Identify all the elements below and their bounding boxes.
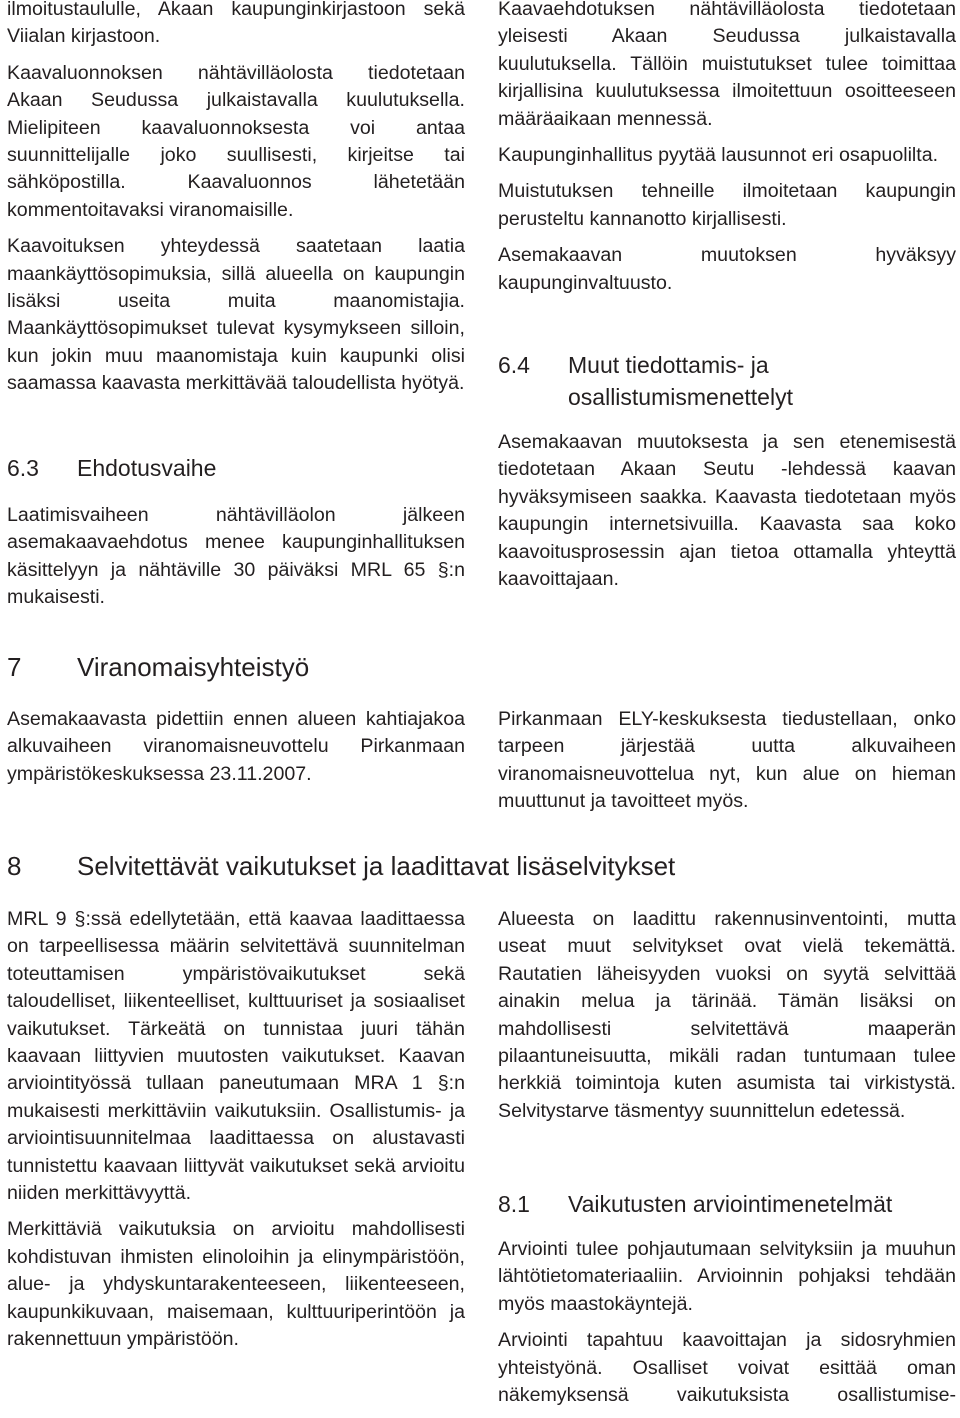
heading-title: Viranomaisyhteistyö: [77, 652, 310, 682]
heading-title-line-1: Muut tiedottamis- ja: [568, 352, 769, 378]
left-column-top: [7, 0, 465, 407]
paragraph-proposal-notice: Kaavaehdotuksen nähtävilläolosta tiedotetaan yleisesti Akaan Seudussa julkaistavalla kuulutuksella. Tällöin muistutukset tulee toimittaa kirjallisina kuulutuksessa ilmoitettuun osoitteeseen määräaikaan mennessä.: [498, 0, 956, 130]
heading-title: Vaikutusten arviointimenetelmät: [568, 1191, 893, 1217]
section-7-right: [498, 706, 956, 825]
paragraph-assessment-basis: Arviointi tulee pohjautumaan selvityksiin ja muuhun lähtötietomateriaaliin. Arvioinnin pohjaksi tehdään myös maastokäyntejä.: [498, 1238, 956, 1315]
right-column-top: [498, 0, 956, 306]
heading-number: 8: [7, 851, 22, 881]
paragraph-draft-notice: Kaavaluonnoksen nähtävilläolosta tiedotetaan Akaan Seudussa julkaistavalla kuulutuksella. Mielipiteen kaavaluonnoksesta voi antaa suunnittelijalle joko suullisesti, kirjeitse tai sähköpostilla. Kaavaluonnos lähetetään kommentoitavaksi viranomaisille.: [7, 61, 465, 221]
section-6-4-body: [498, 429, 956, 602]
paragraph-surveys: Alueesta on laadittu rakennusinventointi, mutta useat muut selvitykset ovat vielä tekemättä. Rautatien läheisyyden vuoksi on syytä selvittää ainakin melua ja tärinää. Tämän lisäksi on mahdollisesti selvitettävä maaperän pilaantuneisuutta, mikäli radan tuntumaan tulee herkkiä toimintoja kuten asumista tai virkistystä. Selvitystarve täsmentyy suunnittelun edetessä.: [498, 908, 956, 1122]
paragraph-statements: Kaupunginhallitus pyytää lausunnot eri osapuolilta.: [498, 144, 939, 167]
heading-number: 7: [7, 652, 22, 682]
section-8-1-body: [498, 1236, 956, 1418]
heading-title: Selvitettävät vaikutukset ja laadittavat lisäselvitykset: [77, 851, 676, 881]
paragraph-mrl-requirements: MRL 9 §:ssä edellytetään, että kaavaa laadittaessa on tarpeellisessa määrin selvitettävä suunnitelman toteuttamisen ympäristövaikutukset sekä taloudelliset, liikenteelliset, kulttuuriset ja sosiaaliset vaikutukset. Tärkeätä on tunnistaa juuri tähän kaavaan liittyvien muutosten vaikutukset. Kaavan arviointityössä tullaan paneutumaan MRA 1 §:n mukaisesti merkittäviin vaikutuksiin. Osallistumis- ja arviointisuunnitelmaa laadittaessa on alustavasti tunnistettu kaavaan liittyvät vaikutukset sekä arvioitu niiden merkittävyyttä.: [7, 908, 465, 1205]
heading-8: [7, 850, 947, 884]
paragraph-assessment-cooperation: Arviointi tapahtuu kaavoittajan ja sidosryhmien yhteistyönä. Osalliset voivat esittää oman näkemyksensä vaikutuksista osallistumise-: [498, 1329, 956, 1407]
paragraph-reminders: Muistutuksen tehneille ilmoitetaan kaupungin perusteltu kannanotto kirjallisesti.: [498, 180, 956, 230]
heading-number: 6.4: [498, 352, 530, 378]
paragraph-significant-impacts: Merkittäviä vaikutuksia on arvioitu mahdollisesti kohdistuvan ihmisten elinoloihin ja elinympäristöön, alue- ja yhdyskuntarakenteeseen, liikenteeseen, kaupunkikuvaan, maisemaan, kulttuuriperintöön ja rakennettuun ympäristöön.: [7, 1218, 465, 1351]
paragraph-ely-inquiry: Pirkanmaan ELY-keskuksesta tiedustellaan, onko tarpeen järjestää uutta alkuvaiheen viranomaisneuvottelua nyt, kun alue on hieman muuttunut ja tavoitteet myös.: [498, 708, 956, 813]
paragraph-authority-meeting: Asemakaavasta pidettiin ennen alueen kahtiajakoa alkuvaiheen viranomaisneuvottelu Pirkanmaan ympäristökeskuksessa 23.11.2007.: [7, 708, 465, 785]
section-7-left: [7, 706, 465, 797]
heading-8-1: [498, 1188, 956, 1220]
section-8-left: [7, 906, 465, 1363]
heading-6-3: [7, 452, 465, 484]
heading-6-4: [498, 349, 956, 413]
heading-title-line-2: osallistumismenettelyt: [568, 384, 793, 410]
paragraph-library-notice: ilmoitustaululle, Akaan kaupunginkirjastoon sekä Viialan kirjastoon.: [7, 0, 465, 48]
paragraph-proposal-phase: Laatimisvaiheen nähtävilläolon jälkeen asemakaavaehdotus menee kaupunginhallituksen käsittelyyn ja nähtäville 30 päiväksi MRL 65 §:n mukaisesti.: [7, 504, 465, 609]
section-6-3-body: [7, 502, 465, 621]
heading-number: 8.1: [498, 1191, 530, 1217]
heading-number: 6.3: [7, 455, 39, 481]
heading-title: Ehdotusvaihe: [77, 455, 217, 481]
heading-7: [7, 651, 907, 685]
section-8-right: [498, 906, 956, 1134]
paragraph-approval: Asemakaavan muutoksen hyväksyy kaupunginvaltuusto.: [498, 244, 956, 294]
paragraph-communication: Asemakaavan muutoksesta ja sen etenemisestä tiedotetaan Akaan Seutu -lehdessä kaavan hyväksymiseen saakka. Kaavasta tiedotetaan myös kaupungin internetsivuilla. Kaavasta saa koko kaavoitusprosessin ajan tietoa ottamalla yhteyttä kaavoittajaan.: [498, 431, 956, 591]
paragraph-land-use-agreements: Kaavoituksen yhteydessä saatetaan laatia maankäyttösopimuksia, sillä alueella on kaupungin lisäksi useita muita maanomistajia. Maankäyttösopimukset tulevat kysymykseen silloin, kun jokin muu maanomistaja kuin kaupunki olisi saamassa kaavasta merkittävää taloudellista hyötyä.: [7, 235, 465, 395]
